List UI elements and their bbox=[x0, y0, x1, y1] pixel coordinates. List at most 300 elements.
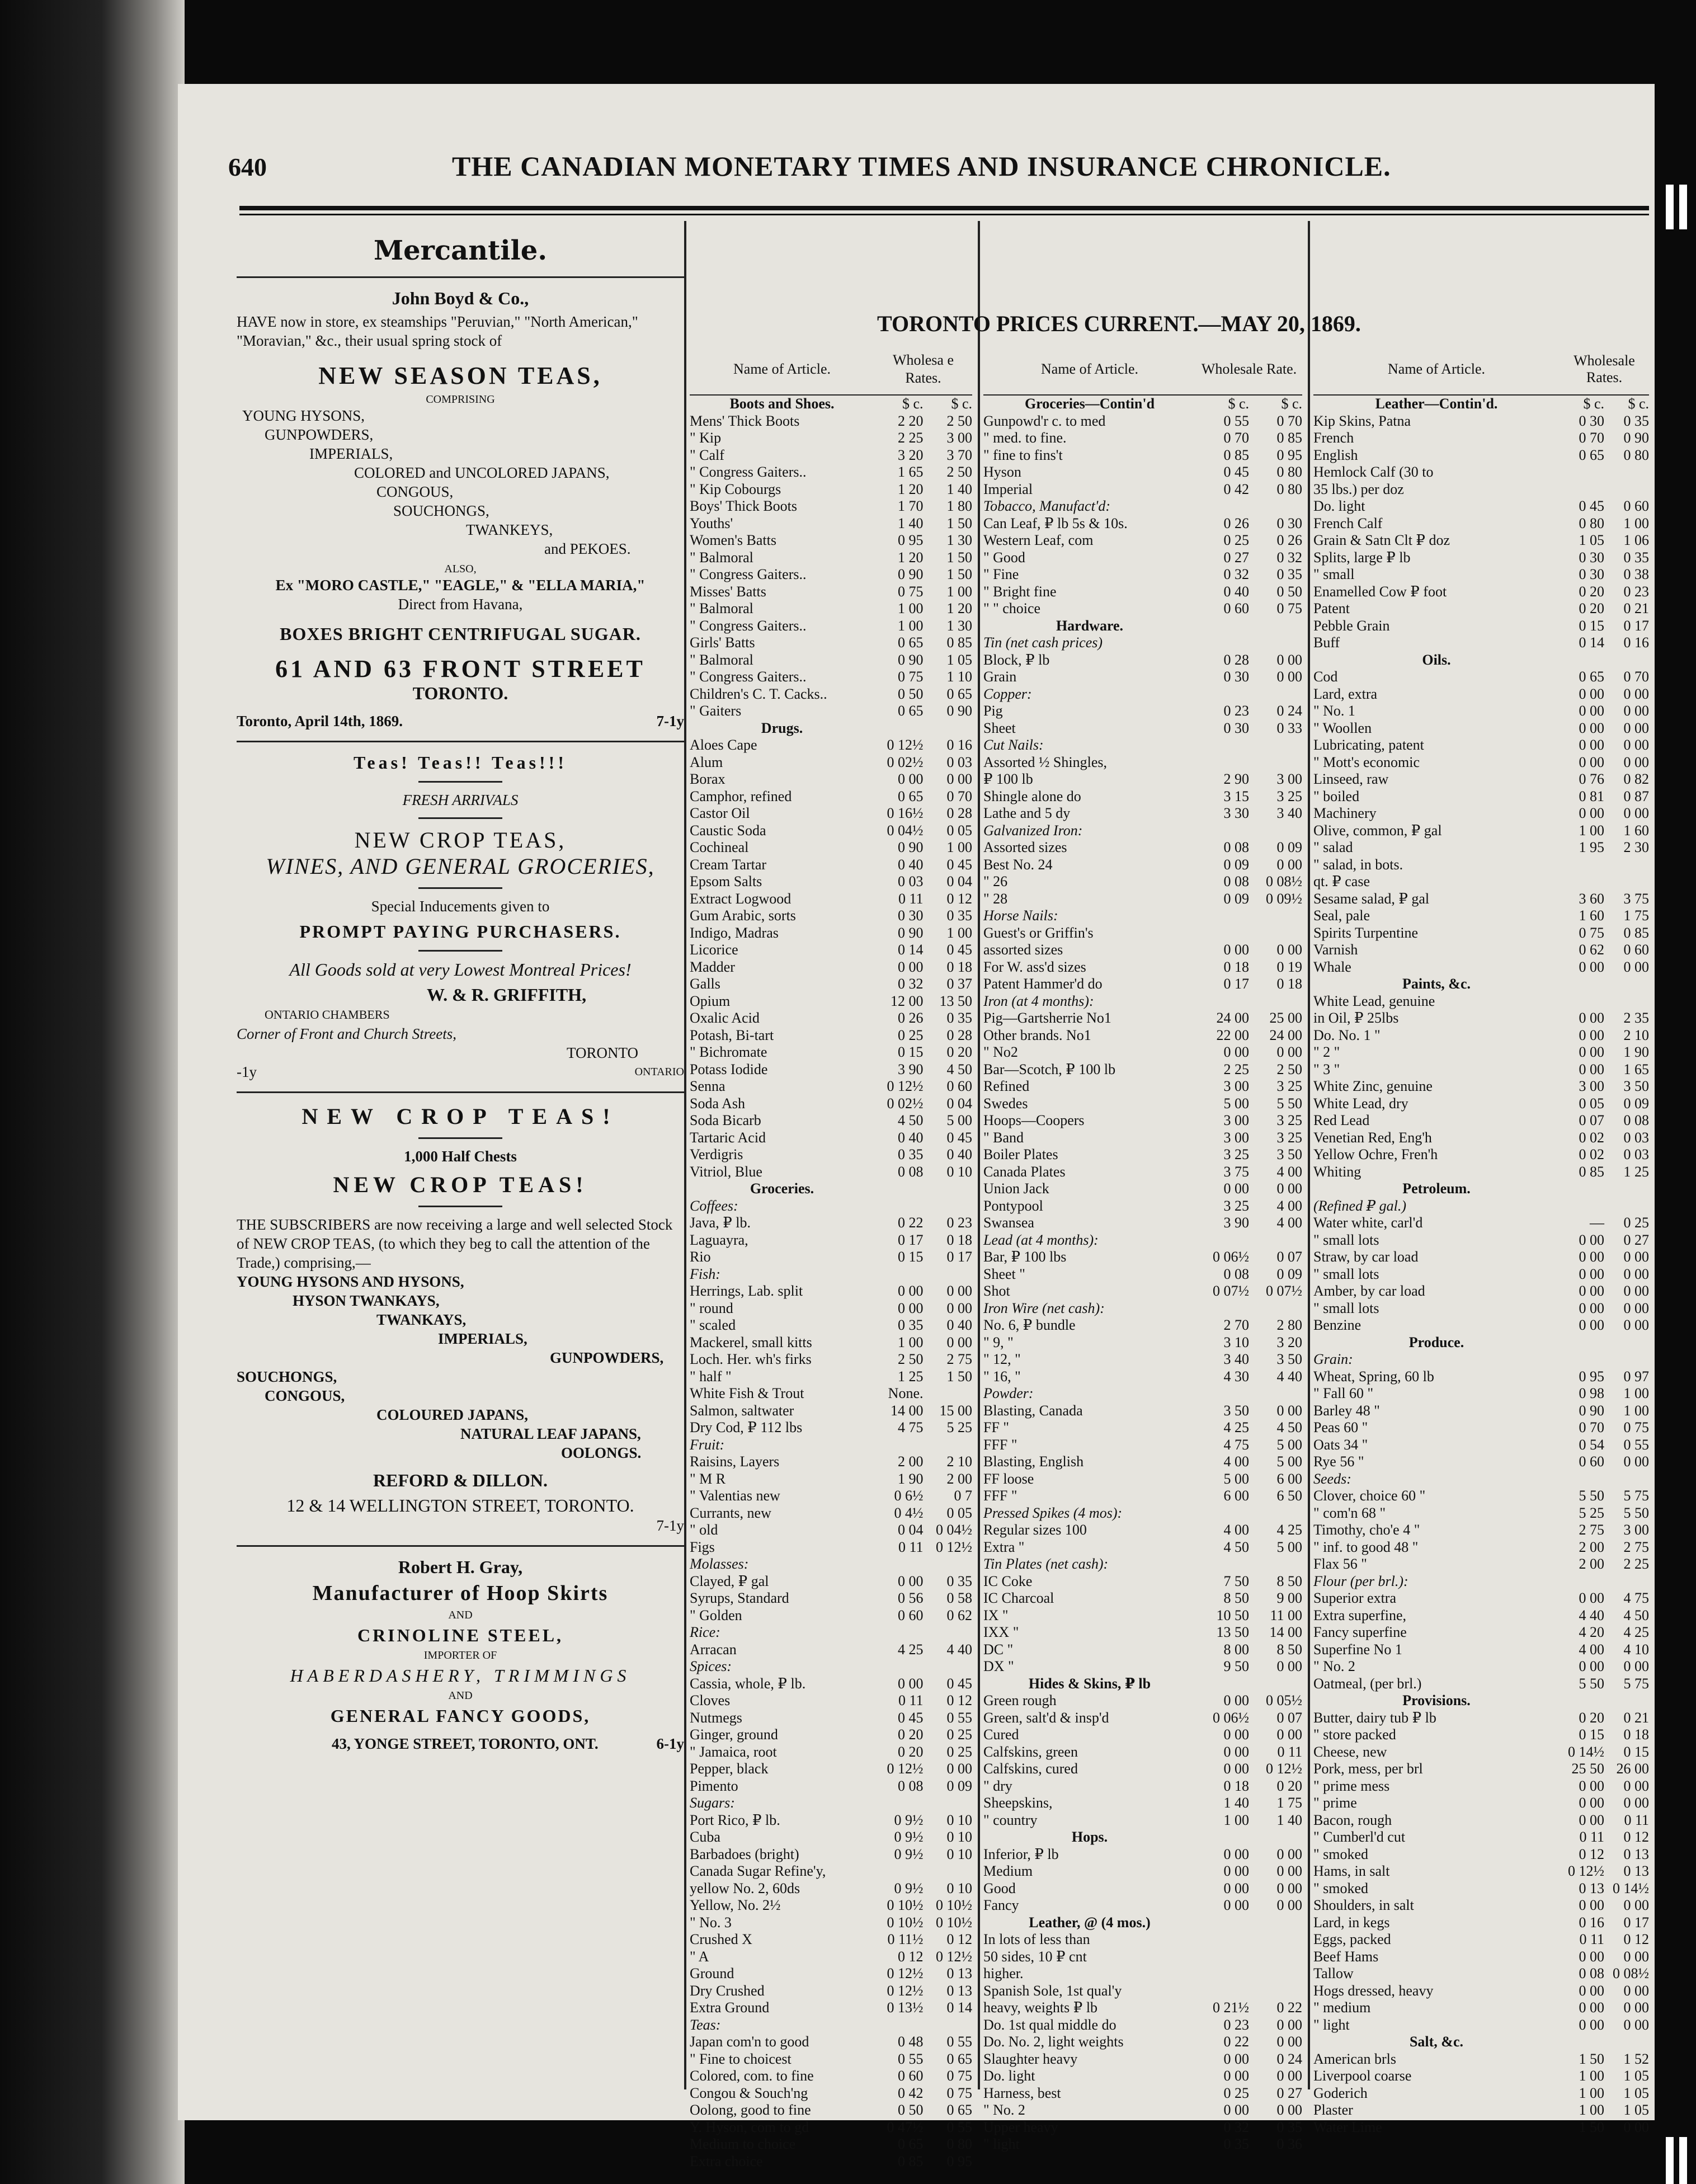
rate-high bbox=[1604, 856, 1649, 874]
article-name: Hemlock Calf (30 to bbox=[1313, 464, 1434, 480]
price-row bbox=[690, 2153, 972, 2171]
price-row bbox=[983, 1607, 1302, 1625]
rate-low bbox=[1560, 856, 1604, 874]
rate-high: 0 26 bbox=[1276, 532, 1302, 548]
rate-high: 1 40 bbox=[1276, 1811, 1302, 1828]
rate-high: 4 10 bbox=[1623, 1641, 1649, 1658]
ad-headline: NEW CROP TEAS! bbox=[333, 1172, 588, 1197]
rate-high: 0 20 bbox=[1276, 1777, 1302, 1794]
rate-high: 0 09 bbox=[1276, 839, 1302, 855]
article-name: No. 6, ₽ bundle bbox=[983, 1317, 1076, 1333]
price-row bbox=[983, 891, 1302, 908]
rate-high bbox=[1249, 1931, 1302, 1948]
rate-high bbox=[1249, 618, 1302, 635]
rate-low: 0 00 bbox=[1579, 1061, 1604, 1077]
price-row bbox=[983, 2068, 1302, 2085]
rate-low: 0 42 bbox=[1223, 481, 1249, 497]
rate-low bbox=[1560, 1573, 1604, 1590]
article-name: Women's Batts bbox=[690, 532, 776, 548]
article-name: Amber, by car load bbox=[1313, 1283, 1425, 1299]
price-row bbox=[983, 1027, 1302, 1044]
rate-high: 0 14½ bbox=[1613, 1880, 1649, 1896]
rate-low: 2 75 bbox=[1579, 1522, 1604, 1538]
article-name: FF " bbox=[983, 1419, 1010, 1435]
rate-high: 0 00 bbox=[1623, 1300, 1649, 1316]
rate-high: 0 00 bbox=[1276, 1880, 1302, 1896]
ad-line: HABERDASHERY, TRIMMINGS bbox=[290, 1665, 631, 1686]
price-row bbox=[983, 1556, 1302, 1573]
rate-low: 0 90 bbox=[1579, 1402, 1604, 1419]
price-row bbox=[690, 1556, 972, 1573]
rate-high: 5 00 bbox=[1276, 1538, 1302, 1555]
article-name: " Balmoral bbox=[690, 651, 753, 668]
rate-low: 0 00 bbox=[1579, 1999, 1604, 2016]
article-name: Extract Logwood bbox=[690, 890, 792, 907]
article-name: " salad bbox=[1313, 839, 1353, 855]
rate-high bbox=[1249, 498, 1302, 515]
rate-low: 1 40 bbox=[1223, 1795, 1249, 1811]
article-name: Beef Hams bbox=[1313, 1948, 1379, 1965]
rate-high: 0 12½ bbox=[936, 1948, 972, 1965]
article-name: " Woollen bbox=[1313, 719, 1372, 736]
rate-high bbox=[1249, 1385, 1302, 1402]
scan-mark bbox=[1679, 185, 1687, 229]
article-name: DX " bbox=[983, 1658, 1014, 1674]
article-name: Fancy bbox=[983, 1897, 1019, 1913]
price-row bbox=[1313, 942, 1649, 959]
article-name: " round bbox=[690, 1300, 733, 1316]
rate-low: 0 70 bbox=[1223, 430, 1249, 446]
article-name: " Calf bbox=[690, 446, 724, 463]
rate-high bbox=[1249, 634, 1302, 652]
ad-intro: HAVE now in store, ex steamships "Peruvian," "North American," "Moravian," &c., their usual spring stock of bbox=[237, 313, 638, 349]
article-name: Verdigris bbox=[690, 1146, 743, 1162]
rate-high: 0 17 bbox=[946, 1249, 972, 1265]
header-rule-thin bbox=[239, 214, 1649, 215]
rate-high: 0 35 bbox=[1276, 2119, 1302, 2135]
tea-line: OOLONGS. bbox=[561, 1444, 642, 1461]
article-name: " half " bbox=[690, 1368, 732, 1385]
article-name: Do. 1st qual middle do bbox=[983, 2016, 1116, 2033]
rate-high bbox=[1249, 925, 1302, 942]
rate-low: 0 00 bbox=[898, 1283, 924, 1299]
rate-low bbox=[1196, 907, 1249, 925]
rate-low bbox=[874, 1624, 924, 1641]
price-row bbox=[1313, 481, 1649, 498]
article-name: Nutmegs bbox=[690, 1709, 742, 1726]
rate-high: 4 00 bbox=[1276, 1197, 1302, 1214]
price-row bbox=[1313, 1180, 1649, 1198]
price-row bbox=[983, 720, 1302, 737]
price-row bbox=[1313, 1897, 1649, 1914]
article-name: Galvanized Iron: bbox=[983, 822, 1083, 839]
rate-low: 0 60 bbox=[898, 1607, 924, 1623]
article-name: in Oil, ₽ 25lbs bbox=[1313, 1010, 1399, 1026]
rate-low: 0 00 bbox=[1579, 703, 1604, 719]
price-row bbox=[1313, 1249, 1649, 1266]
rate-low: 0 07 bbox=[1579, 1112, 1604, 1128]
col-rate-header-line: Rates. bbox=[905, 370, 941, 386]
article-name: " No. 1 bbox=[1313, 703, 1355, 719]
price-row bbox=[983, 907, 1302, 925]
ad-sold: All Goods sold at very Lowest Montreal Prices! bbox=[289, 959, 632, 980]
article-name: " Jamaica, root bbox=[690, 1743, 777, 1760]
rate-high: 0 00 bbox=[946, 1334, 972, 1350]
price-row bbox=[1313, 430, 1649, 447]
divider bbox=[237, 1091, 684, 1093]
col-name-header: Name of Article. bbox=[1041, 360, 1138, 377]
article-name: yellow No. 2, 60ds bbox=[690, 1880, 800, 1896]
article-name: Patent bbox=[1313, 600, 1350, 616]
rate-low: 0 32 bbox=[1223, 2119, 1249, 2135]
column-divider bbox=[978, 221, 980, 2089]
price-row bbox=[1313, 925, 1649, 942]
rate-high: 0 07 bbox=[1276, 1249, 1302, 1265]
rate-low: 3 90 bbox=[898, 1061, 924, 1077]
rate-low: 0 15 bbox=[898, 1249, 924, 1265]
rate-high: 3 50 bbox=[1623, 1078, 1649, 1094]
article-name: Inferior, ₽ lb bbox=[983, 1846, 1059, 1862]
rate-high: 0 00 bbox=[1276, 651, 1302, 668]
rate-high: 0 03 bbox=[1623, 1129, 1649, 1146]
rate-high: 0 21 bbox=[1623, 1709, 1649, 1726]
rate-low: 0 00 bbox=[1579, 1231, 1604, 1248]
rate-high: 0 45 bbox=[946, 1129, 972, 1146]
ad-province: ONTARIO bbox=[634, 1066, 684, 1078]
price-row bbox=[690, 532, 972, 549]
rate-low: 0 00 bbox=[1579, 1283, 1604, 1299]
rate-low: 0 00 bbox=[1223, 2102, 1249, 2118]
article-name: Figs bbox=[690, 1538, 715, 1555]
price-row bbox=[690, 1419, 972, 1437]
article-name: Block, ₽ lb bbox=[983, 651, 1050, 668]
article-name: Syrups, Standard bbox=[690, 1590, 789, 1606]
price-row bbox=[983, 1129, 1302, 1147]
rate-low: 0 00 bbox=[1223, 1863, 1249, 1879]
rate-low: 0 02½ bbox=[887, 754, 924, 770]
article-name: " Good bbox=[983, 549, 1025, 566]
rate-low: 0 18 bbox=[1223, 1777, 1249, 1794]
article-name: Green, salt'd & insp'd bbox=[983, 1709, 1109, 1726]
rate-low: 0 65 bbox=[1579, 446, 1604, 463]
article-name: Whiting bbox=[1313, 1163, 1361, 1180]
article-name: Shot bbox=[983, 1283, 1010, 1299]
price-row bbox=[983, 498, 1302, 515]
rate-high: 0 25 bbox=[1623, 1215, 1649, 1231]
price-row bbox=[1313, 976, 1649, 993]
rate-low: 0 25 bbox=[898, 1027, 924, 1043]
price-row bbox=[690, 993, 972, 1010]
article-name: higher. bbox=[983, 1965, 1024, 1981]
rate-high: 0 70 bbox=[1276, 412, 1302, 429]
rate-high: 0 00 bbox=[1623, 1249, 1649, 1265]
rate-low: 2 00 bbox=[1579, 1556, 1604, 1572]
article-name: " Fine to choicest bbox=[690, 2050, 792, 2067]
article-name: Soda Bicarb bbox=[690, 1112, 761, 1128]
price-row bbox=[690, 498, 972, 515]
price-row bbox=[983, 1624, 1302, 1641]
article-name: Fruit: bbox=[690, 1436, 725, 1453]
rate-low: 0 17 bbox=[1223, 976, 1249, 992]
rate-low: 0 09 bbox=[1223, 856, 1249, 873]
rate-low: 1 65 bbox=[898, 464, 924, 480]
rate-low: 0 09 bbox=[1223, 890, 1249, 907]
rate-low: 0 00 bbox=[1579, 737, 1604, 753]
price-row bbox=[983, 481, 1302, 498]
article-name: Cuba bbox=[690, 1829, 720, 1845]
rate-high: 0 32 bbox=[1276, 549, 1302, 566]
price-row bbox=[1313, 1215, 1649, 1232]
rate-high: 0 23 bbox=[946, 1215, 972, 1231]
article-name: Y. Hyson, com to gd bbox=[690, 2119, 809, 2135]
price-row bbox=[1313, 1812, 1649, 1829]
article-name: 50 sides, 10 ₽ cnt bbox=[983, 1948, 1087, 1965]
rate-low: 0 20 bbox=[898, 1743, 924, 1760]
price-row bbox=[983, 1880, 1302, 1898]
article-name: Calfskins, green bbox=[983, 1743, 1078, 1760]
rate-low: 0 00 bbox=[1579, 1777, 1604, 1794]
rate-low bbox=[1196, 1948, 1249, 1966]
rate-low bbox=[1560, 1351, 1604, 1368]
price-row bbox=[1313, 1556, 1649, 1573]
rate-high bbox=[1249, 1505, 1302, 1522]
rate-high: 0 10½ bbox=[936, 1914, 972, 1931]
rate-low: 0 75 bbox=[1579, 924, 1604, 941]
tea-line: COLOURED JAPANS, bbox=[376, 1406, 529, 1423]
rate-high: 0 00 bbox=[1276, 2016, 1302, 2033]
rate-low: 0 00 bbox=[1223, 1692, 1249, 1708]
rate-high: 1 30 bbox=[946, 532, 972, 548]
article-name: Olive, common, ₽ gal bbox=[1313, 822, 1442, 839]
article-name: Refined bbox=[983, 1078, 1030, 1094]
price-row bbox=[983, 532, 1302, 549]
rate-low bbox=[874, 1795, 924, 1812]
rate-high bbox=[1604, 652, 1649, 669]
rate-low: 0 14½ bbox=[1568, 1743, 1604, 1760]
rate-high: 0 45 bbox=[946, 942, 972, 958]
rate-low: 0 04½ bbox=[887, 822, 924, 839]
rate-low: 0 85 bbox=[1579, 1163, 1604, 1180]
rate-low bbox=[1196, 993, 1249, 1010]
article-name: Bar—Scotch, ₽ 100 lb bbox=[983, 1061, 1116, 1077]
rate-high: 0 09 bbox=[946, 1777, 972, 1794]
divider bbox=[418, 1206, 502, 1207]
rate-high: 2 50 bbox=[946, 464, 972, 480]
rate-low: 0 90 bbox=[898, 924, 924, 941]
article-name: Senna bbox=[690, 1078, 725, 1094]
rate-low: 0 54 bbox=[1579, 1436, 1604, 1453]
price-row bbox=[1313, 2102, 1649, 2119]
article-name: IC Coke bbox=[983, 1573, 1033, 1589]
tea-line: TWANKEYS, bbox=[466, 521, 553, 538]
rate-high: 1 52 bbox=[1623, 2050, 1649, 2067]
rate-high bbox=[1249, 993, 1302, 1010]
article-name: Swedes bbox=[983, 1095, 1028, 1112]
ad-griffith bbox=[237, 752, 684, 1081]
article-name: Lathe and 5 dy bbox=[983, 805, 1071, 821]
article-name: Timothy, cho'e 4 " bbox=[1313, 1522, 1420, 1538]
article-name: Cured bbox=[983, 1726, 1019, 1743]
article-name: Canada Sugar Refine'y, bbox=[690, 1863, 826, 1879]
article-name: " smoked bbox=[1313, 1846, 1368, 1862]
article-name: Green rough bbox=[983, 1692, 1057, 1708]
rate-low bbox=[1196, 925, 1249, 942]
article-name: Dry Crushed bbox=[690, 1982, 765, 1999]
rate-high: 0 10 bbox=[946, 1811, 972, 1828]
rate-low: 0 14 bbox=[1579, 634, 1604, 651]
rate-high: 1 00 bbox=[1623, 1385, 1649, 1401]
ad-headline: NEW CROP TEAS, bbox=[354, 827, 567, 853]
article-name: " salad, in bots. bbox=[1313, 856, 1403, 873]
rate-low: 10 50 bbox=[1216, 1607, 1249, 1623]
article-name: FFF " bbox=[983, 1488, 1017, 1504]
rate-low: 3 90 bbox=[1223, 1215, 1249, 1231]
rate-high: 0 08 bbox=[1623, 1112, 1649, 1128]
article-name: " smoked bbox=[1313, 1880, 1368, 1896]
rate-low: 0 08 bbox=[898, 1163, 924, 1180]
rate-high bbox=[1249, 686, 1302, 703]
rate-low: 0 00 bbox=[1223, 2068, 1249, 2084]
ad-date: Toronto, April 14th, 1869. bbox=[237, 713, 403, 729]
rate-high: 0 35 bbox=[946, 1010, 972, 1026]
rate-high: 0 08½ bbox=[1266, 873, 1302, 889]
rate-low bbox=[1196, 1965, 1249, 1983]
rate-high: 0 82 bbox=[1623, 771, 1649, 787]
rate-low: 4 20 bbox=[1579, 1624, 1604, 1640]
price-row bbox=[983, 856, 1302, 874]
ad-comprising: COMPRISING bbox=[426, 393, 495, 406]
rate-high: 0 90 bbox=[946, 703, 972, 719]
price-row bbox=[690, 549, 972, 567]
rate-low: 0 00 bbox=[1579, 685, 1604, 702]
article-name: " 16, " bbox=[983, 1368, 1021, 1385]
rate-high: 0 00 bbox=[1276, 2034, 1302, 2050]
rate-high: 0 50 bbox=[1276, 583, 1302, 600]
price-row bbox=[1313, 703, 1649, 720]
price-row bbox=[690, 1795, 972, 1812]
article-name: Opium bbox=[690, 992, 731, 1009]
rate-low bbox=[1560, 464, 1604, 481]
article-name: Licorice bbox=[690, 942, 738, 958]
price-row bbox=[690, 1914, 972, 1932]
article-name: Canada Plates bbox=[983, 1163, 1066, 1180]
rate-low: 0 35 bbox=[898, 1317, 924, 1333]
rate-high: 0 00 bbox=[1623, 1948, 1649, 1965]
rate-high: 0 00 bbox=[1276, 1658, 1302, 1674]
price-column-3 bbox=[1313, 344, 1649, 2136]
price-row bbox=[983, 413, 1302, 430]
rate-low: 0 60 bbox=[1579, 1453, 1604, 1470]
rate-low: 14 00 bbox=[891, 1402, 924, 1419]
rate-low: 1 00 bbox=[898, 617, 924, 634]
rate-low: 0 00 bbox=[898, 1675, 924, 1692]
rate-high bbox=[1604, 1351, 1649, 1368]
price-rows bbox=[1313, 396, 1649, 2136]
article-name: " small lots bbox=[1313, 1300, 1379, 1316]
article-name: " 12, " bbox=[983, 1351, 1021, 1367]
rate-high: 2 30 bbox=[1623, 839, 1649, 855]
rate-high: 0 13 bbox=[1623, 1846, 1649, 1862]
rate-low: 0 02 bbox=[1579, 1129, 1604, 1146]
article-name: assorted sizes bbox=[983, 942, 1063, 958]
col-rate-header-line: Wholesa e bbox=[892, 352, 954, 368]
rate-high: 0 00 bbox=[1623, 1658, 1649, 1674]
rate-high: 0 23 bbox=[1623, 583, 1649, 600]
price-row bbox=[690, 1607, 972, 1625]
rate-high: 0 12 bbox=[1623, 1931, 1649, 1947]
rate-high: 0 00 bbox=[1623, 1265, 1649, 1282]
price-row bbox=[1313, 583, 1649, 601]
price-row bbox=[1313, 532, 1649, 549]
price-row bbox=[983, 2017, 1302, 2034]
price-row bbox=[690, 1351, 972, 1368]
article-name: " Fall 60 " bbox=[1313, 1385, 1374, 1401]
article-name: " boiled bbox=[1313, 788, 1360, 804]
rate-high: 0 00 bbox=[1623, 719, 1649, 736]
article-name: Kip Skins, Patna bbox=[1313, 412, 1411, 429]
price-row bbox=[1313, 1146, 1649, 1164]
rate-high: 0 97 bbox=[1623, 1368, 1649, 1385]
rate-low: 0 00 bbox=[1223, 1880, 1249, 1896]
article-name: Union Jack bbox=[983, 1180, 1049, 1197]
article-name: Vitriol, Blue bbox=[690, 1163, 762, 1180]
rate-high: 3 75 bbox=[1623, 890, 1649, 907]
price-row bbox=[1313, 1539, 1649, 1556]
price-row bbox=[983, 2051, 1302, 2068]
rate-low: 0 00 bbox=[1579, 958, 1604, 975]
rate-high: 0 12 bbox=[946, 1692, 972, 1708]
price-row bbox=[1313, 669, 1649, 686]
rate-low bbox=[1560, 652, 1604, 669]
rate-low: 0 12½ bbox=[1568, 1863, 1604, 1879]
price-row bbox=[983, 1846, 1302, 1863]
rate-low: 1 40 bbox=[898, 515, 924, 531]
rate-low: 0 06½ bbox=[1213, 1709, 1249, 1726]
page-title: THE CANADIAN MONETARY TIMES AND INSURANCE CHRONICLE. bbox=[452, 150, 1391, 182]
rate-low: 0 00 bbox=[1579, 1658, 1604, 1674]
rate-low: 0 20 bbox=[1579, 583, 1604, 600]
rate-high: 8 50 bbox=[1276, 1641, 1302, 1658]
ad-fresh: FRESH ARRIVALS bbox=[402, 792, 519, 808]
article-name: Indigo, Madras bbox=[690, 924, 779, 941]
price-row bbox=[983, 1812, 1302, 1829]
prices-title: TORONTO PRICES CURRENT.—MAY 20, 1869. bbox=[877, 311, 1361, 336]
article-name: " Congress Gaiters.. bbox=[690, 617, 807, 634]
tea-line: CONGOUS, bbox=[376, 483, 454, 500]
article-name: Shingle alone do bbox=[983, 788, 1081, 804]
rate-low bbox=[1560, 1334, 1604, 1352]
article-name: DC " bbox=[983, 1641, 1014, 1658]
article-name: Cheese, new bbox=[1313, 1743, 1387, 1760]
price-row bbox=[690, 1897, 972, 1914]
rate-low: 0 00 bbox=[1579, 1249, 1604, 1265]
ad-firm: John Boyd & Co., bbox=[392, 288, 529, 308]
rate-low: 0 10½ bbox=[887, 1897, 924, 1913]
rate-low: 0 11½ bbox=[887, 1931, 924, 1947]
rate-high: 6 50 bbox=[1276, 1488, 1302, 1504]
rate-low bbox=[1560, 993, 1604, 1010]
price-row bbox=[1313, 1744, 1649, 1761]
rate-high: 0 00 bbox=[1623, 2016, 1649, 2033]
price-row bbox=[1313, 1437, 1649, 1454]
price-row bbox=[690, 1232, 972, 1249]
rate-high: 3 00 bbox=[946, 430, 972, 446]
price-row bbox=[983, 1232, 1302, 1249]
article-name: Soda Ash bbox=[690, 1095, 745, 1112]
rate-low: 0 00 bbox=[1579, 1948, 1604, 1965]
rate-high: 1 06 bbox=[1623, 532, 1649, 548]
rate-high: 4 40 bbox=[1276, 1368, 1302, 1385]
